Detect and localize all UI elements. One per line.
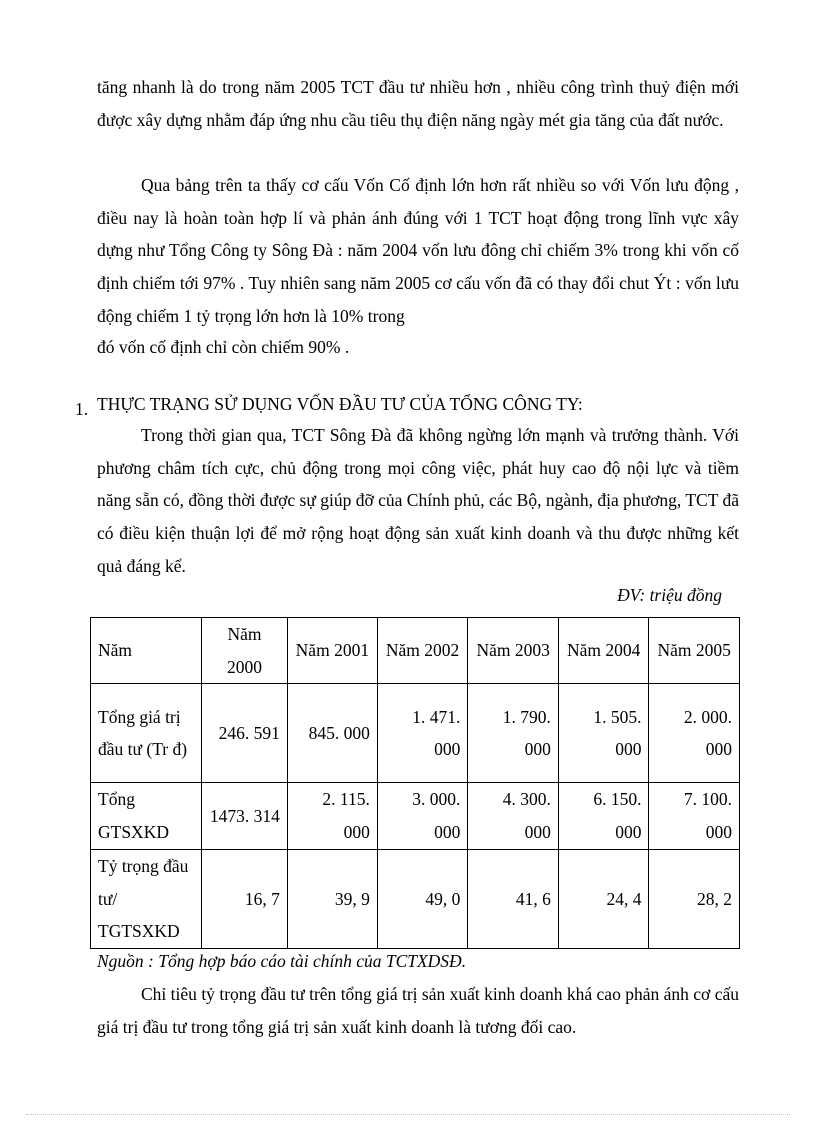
table-row-label: Tổng giá trị đầu tư (Tr đ): [91, 684, 202, 783]
table-row-label: Tổng GTSXKD: [91, 783, 202, 849]
table-cell: 7. 100. 000: [649, 783, 740, 849]
table-cell: 3. 000. 000: [377, 783, 468, 849]
table-cell: 1. 790. 000: [468, 684, 559, 783]
table-cell: 4. 300. 000: [468, 783, 559, 849]
investment-table: [90, 617, 740, 949]
table-cell: 28, 2: [649, 849, 740, 948]
table-cell: 1. 471. 000: [377, 684, 468, 783]
table-source-note: Nguồn : Tổng hợp báo cáo tài chính của TCTXDSĐ.: [97, 951, 467, 971]
table-cell: 16, 7: [202, 849, 288, 948]
paragraph-investment-ratio: Chỉ tiêu tỷ trọng đầu tư trên tổng giá trị sản xuất kinh doanh khá cao phản ánh cơ cấu giá trị đầu tư trong tổng giá trị sản xuất kinh doanh là tương đối cao.: [97, 984, 739, 1037]
table-cell: 41, 6: [468, 849, 559, 948]
paragraph-capital-structure: Qua bảng trên ta thấy cơ cấu Vốn Cố định lớn hơn rất nhiều so với Vốn lưu động , điều nay là hoàn toàn hợp lí và phản ánh đúng với 1 TCT hoạt động trong lĩnh vực xây dựng như Tổng Công ty Sông Đà : năm 2004 vốn lưu đông chỉ chiếm 3% trong khi vốn cố định chiếm tới 97% . Tuy nhiên sang năm 2005 cơ cấu vốn đã có thay đổi chut Ýt : vốn lưu động chiếm 1 tỷ trọng lớn hơn là 10% trong: [97, 175, 739, 326]
table-cell: 845. 000: [287, 684, 377, 783]
page-footer-divider: [26, 1114, 790, 1115]
table-cell: 246. 591: [202, 684, 288, 783]
table-cell: 2. 115. 000: [287, 783, 377, 849]
table-row: [91, 849, 740, 948]
section-number: 1.: [75, 399, 89, 419]
table-row: [91, 783, 740, 849]
paragraph-corporation-growth: Trong thời gian qua, TCT Sông Đà đã không ngừng lớn mạnh và trưởng thành. Với phương châm tích cực, chủ động trong mọi công việc, phát huy cao độ nội lực và tiềm năng sẵn có, đồng thời được sự giúp đỡ của Chính phủ, các Bộ, ngành, địa phương, TCT đã có điều kiện thuận lợi để mở rộng hoạt động sản xuất kinh doanh và thu được những kết quả đáng kể.: [97, 425, 739, 576]
table-header-row: [91, 618, 740, 684]
table-header-cell: Năm 2004: [558, 618, 649, 684]
unit-label: ĐV: triệu đồng: [617, 585, 722, 605]
section-heading: THỰC TRẠNG SỬ DỤNG VỐN ĐẦU TƯ CỦA TỔNG CÔNG TY:: [97, 394, 583, 414]
table-row-label: Tỷ trọng đầu tư/ TGTSXKD: [91, 849, 202, 948]
table-cell: 1473. 314: [202, 783, 288, 849]
table-header-cell: Năm 2003: [468, 618, 559, 684]
table-header-cell: Năm 2000: [202, 618, 288, 684]
table-cell: 39, 9: [287, 849, 377, 948]
table-header-cell: Năm: [91, 618, 202, 684]
table-header-cell: Năm 2001: [287, 618, 377, 684]
table-cell: 49, 0: [377, 849, 468, 948]
paragraph-capital-structure-end: đó vốn cố định chỉ còn chiếm 90% .: [97, 337, 350, 357]
paragraph-investment-increase: tăng nhanh là do trong năm 2005 TCT đầu tư nhiều hơn , nhiều công trình thuỷ điện mới được xây dựng nhằm đáp ứng nhu cầu tiêu thụ điện năng ngày mét gia tăng của đất nước.: [97, 77, 739, 130]
table-header-cell: Năm 2002: [377, 618, 468, 684]
table-row: [91, 684, 740, 783]
table-cell: 2. 000. 000: [649, 684, 740, 783]
table-header-cell: Năm 2005: [649, 618, 740, 684]
table-cell: 1. 505. 000: [558, 684, 649, 783]
table-cell: 24, 4: [558, 849, 649, 948]
table-cell: 6. 150. 000: [558, 783, 649, 849]
